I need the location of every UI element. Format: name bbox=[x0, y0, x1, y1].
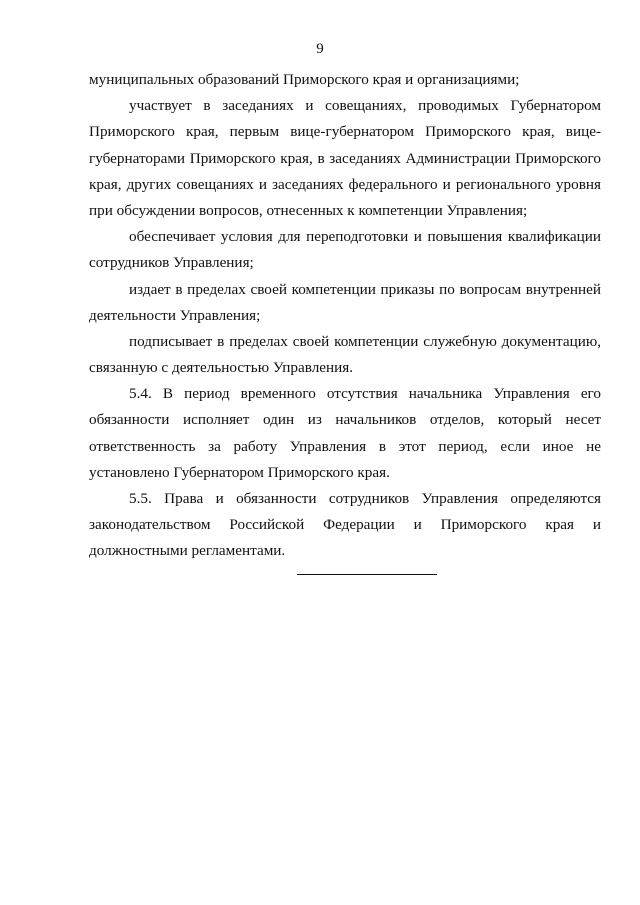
text-line: обеспечивает условия для переподготовки и повышения квалификации bbox=[129, 228, 601, 246]
text-line: должностными регламентами. bbox=[89, 542, 286, 560]
text-line: обязанности исполняет один из начальников отделов, который несет bbox=[89, 411, 601, 429]
page-number: 9 bbox=[316, 41, 324, 57]
text-line: Приморского края, первым вице-губернатором Приморского края, вице- bbox=[89, 123, 601, 141]
text-line: связанную с деятельностью Управления. bbox=[89, 359, 354, 377]
text-line: установлено Губернатором Приморского края. bbox=[89, 463, 390, 481]
text-line: 5.4. В период временного отсутствия начальника Управления его bbox=[129, 385, 601, 403]
text-line: муниципальных образований Приморского края и организациями; bbox=[89, 71, 520, 88]
text-line: губернаторами Приморского края, в заседаниях Администрации Приморского bbox=[89, 149, 601, 167]
text-line: ответственность за работу Управления в этот период, если иное не bbox=[89, 437, 601, 455]
text-line: края, других совещаниях и заседаниях федерального и регионального уровня bbox=[89, 175, 601, 193]
text-line: участвует в заседаниях и совещаниях, проводимых Губернатором bbox=[129, 97, 601, 115]
text-line: сотрудников Управления; bbox=[89, 254, 254, 272]
text-line: законодательством Российской Федерации и Приморского края и bbox=[89, 516, 601, 534]
document-body bbox=[89, 67, 601, 565]
text-line: 5.5. Права и обязанности сотрудников Управления определяются bbox=[129, 490, 601, 507]
text-line: при обсуждении вопросов, отнесенных к компетенции Управления; bbox=[89, 201, 528, 219]
text-line: деятельности Управления; bbox=[89, 306, 261, 324]
text-line: издает в пределах своей компетенции приказы по вопросам внутренней bbox=[129, 280, 601, 298]
text-line: подписывает в пределах своей компетенции служебную документацию, bbox=[129, 332, 601, 350]
separator-line bbox=[297, 574, 437, 575]
